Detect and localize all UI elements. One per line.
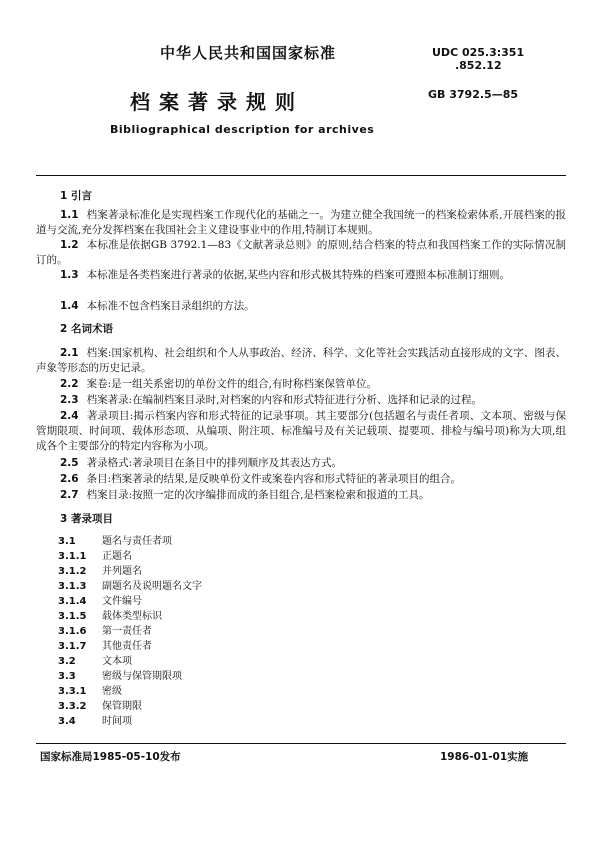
item-number: 3.4 [58,716,76,727]
clause-number: 2.6 [60,473,79,485]
item-text: 副题名及说明题名文字 [102,581,202,592]
item-text: 载体类型标识 [102,611,162,622]
clause-text: 著录项目:揭示档案内容和形式特征的记录事项。其主要部分(包括题名与责任者项、文本项、密级与保管期限项、时间项、载体形态项、从编项、附注项、标准编号及有关记载项、提要项、排检与编号项)称为大项,组成各个主要部分的特定内容称为小项。 [36,410,566,452]
item-list [36,534,566,729]
paragraph-2-2 [36,377,566,392]
udc-code: UDC 025.3:351 .852.12 [432,46,525,72]
section-3 [36,512,566,527]
issuer-heading: 中华人民共和国国家标准 [160,44,337,62]
item-text: 文件编号 [102,596,142,607]
list-item [36,594,566,609]
list-item [36,609,566,624]
clause-text: 著录格式:著录项目在条目中的排列顺序及其表达方式。 [86,457,343,469]
item-number: 3.1.4 [58,596,87,607]
section-heading: 3 著录项目 [60,513,113,525]
clause-number: 2.1 [60,347,79,359]
clause-number: 1.3 [60,269,79,281]
item-text: 题名与责任者项 [102,536,172,547]
clause-number: 2.7 [60,489,79,501]
clause-number: 2.3 [60,394,79,406]
item-text: 时间项 [102,716,132,727]
clause-text: 档案:国家机构、社会组织和个人从事政治、经济、科学、文化等社会实践活动直接形成的文字、图表、声象等形态的历史记录。 [36,347,566,374]
item-number: 3.1.3 [58,581,87,592]
item-number: 3.1.6 [58,626,87,637]
list-item [36,654,566,669]
item-number: 3.1.5 [58,611,87,622]
paragraph-2-4 [36,409,566,454]
paragraph-2-1 [36,346,566,376]
list-item [36,684,566,699]
item-number: 3.1.7 [58,641,87,652]
item-number: 3.2 [58,656,76,667]
paragraph-2-3 [36,393,566,408]
item-text: 并列题名 [102,566,142,577]
paragraph-1-1 [36,208,566,238]
list-item [36,699,566,714]
item-number: 3.3 [58,671,76,682]
item-text: 文本项 [102,656,132,667]
item-text: 第一责任者 [102,626,152,637]
list-item [36,669,566,684]
item-number: 3.3.2 [58,701,87,712]
item-text: 密级与保管期限项 [102,671,182,682]
footer-divider [36,743,566,744]
clause-text: 案卷:是一组关系密切的单份文件的组合,有时称档案保管单位。 [86,378,377,390]
paragraph-2-6 [36,472,566,487]
paragraph-2-5 [36,456,566,471]
paragraph-2-7 [36,488,566,503]
document-title: 档案著录规则 [130,90,304,114]
clause-text: 档案目录:按照一定的次序编排而成的条目组合,是档案检索和报道的工具。 [86,489,430,501]
clause-text: 条目:档案著录的结果,是反映单份文件或案卷内容和形式特征的著录项目的组合。 [86,473,461,485]
list-item [36,549,566,564]
item-text: 密级 [102,686,122,697]
paragraph-1-3 [36,268,566,283]
document-title-english: Bibliographical description for archives [110,123,375,136]
clause-number: 2.5 [60,457,79,469]
item-number: 3.3.1 [58,686,87,697]
item-text: 其他责任者 [102,641,152,652]
item-text: 保管期限 [102,701,142,712]
item-text: 正题名 [102,551,132,562]
list-item [36,639,566,654]
clause-text: 本标准是依据GB 3792.1—83《文献著录总则》的原则,结合档案的特点和我国档案工作的实际情况制订的。 [36,239,566,266]
clause-text: 档案著录标准化是实现档案工作现代化的基础之一。为建立健全我国统一的档案检索体系,开展档案的报道与交流,充分发挥档案在我国社会主义建设事业中的作用,特制订本规则。 [36,209,566,236]
paragraph-1-4 [36,299,566,314]
section-2 [36,322,566,337]
list-item [36,624,566,639]
standard-number: GB 3792.5—85 [428,88,518,101]
list-item [36,714,566,729]
clause-number: 1.4 [60,300,79,312]
clause-number: 1.2 [60,239,79,251]
paragraph-1-2 [36,238,566,268]
section-heading: 1 引言 [60,190,92,202]
header-divider [36,175,566,176]
section-1 [36,189,566,204]
issue-date: 国家标准局1985-05-10发布 [40,751,181,763]
clause-number: 1.1 [60,209,79,221]
clause-text: 档案著录:在编制档案目录时,对档案的内容和形式特征进行分析、选择和记录的过程。 [86,394,482,406]
clause-number: 2.4 [60,410,79,422]
section-heading: 2 名词术语 [60,323,113,335]
list-item [36,579,566,594]
list-item [36,534,566,549]
clause-text: 本标准不包含档案目录组织的方法。 [86,300,255,312]
list-item [36,564,566,579]
item-number: 3.1.2 [58,566,87,577]
clause-text: 本标准是各类档案进行著录的依据,某些内容和形式极其特殊的档案可遵照本标准制订细则。 [86,269,510,281]
clause-number: 2.2 [60,378,79,390]
item-number: 3.1.1 [58,551,87,562]
effective-date: 1986-01-01实施 [440,751,529,763]
item-number: 3.1 [58,536,76,547]
